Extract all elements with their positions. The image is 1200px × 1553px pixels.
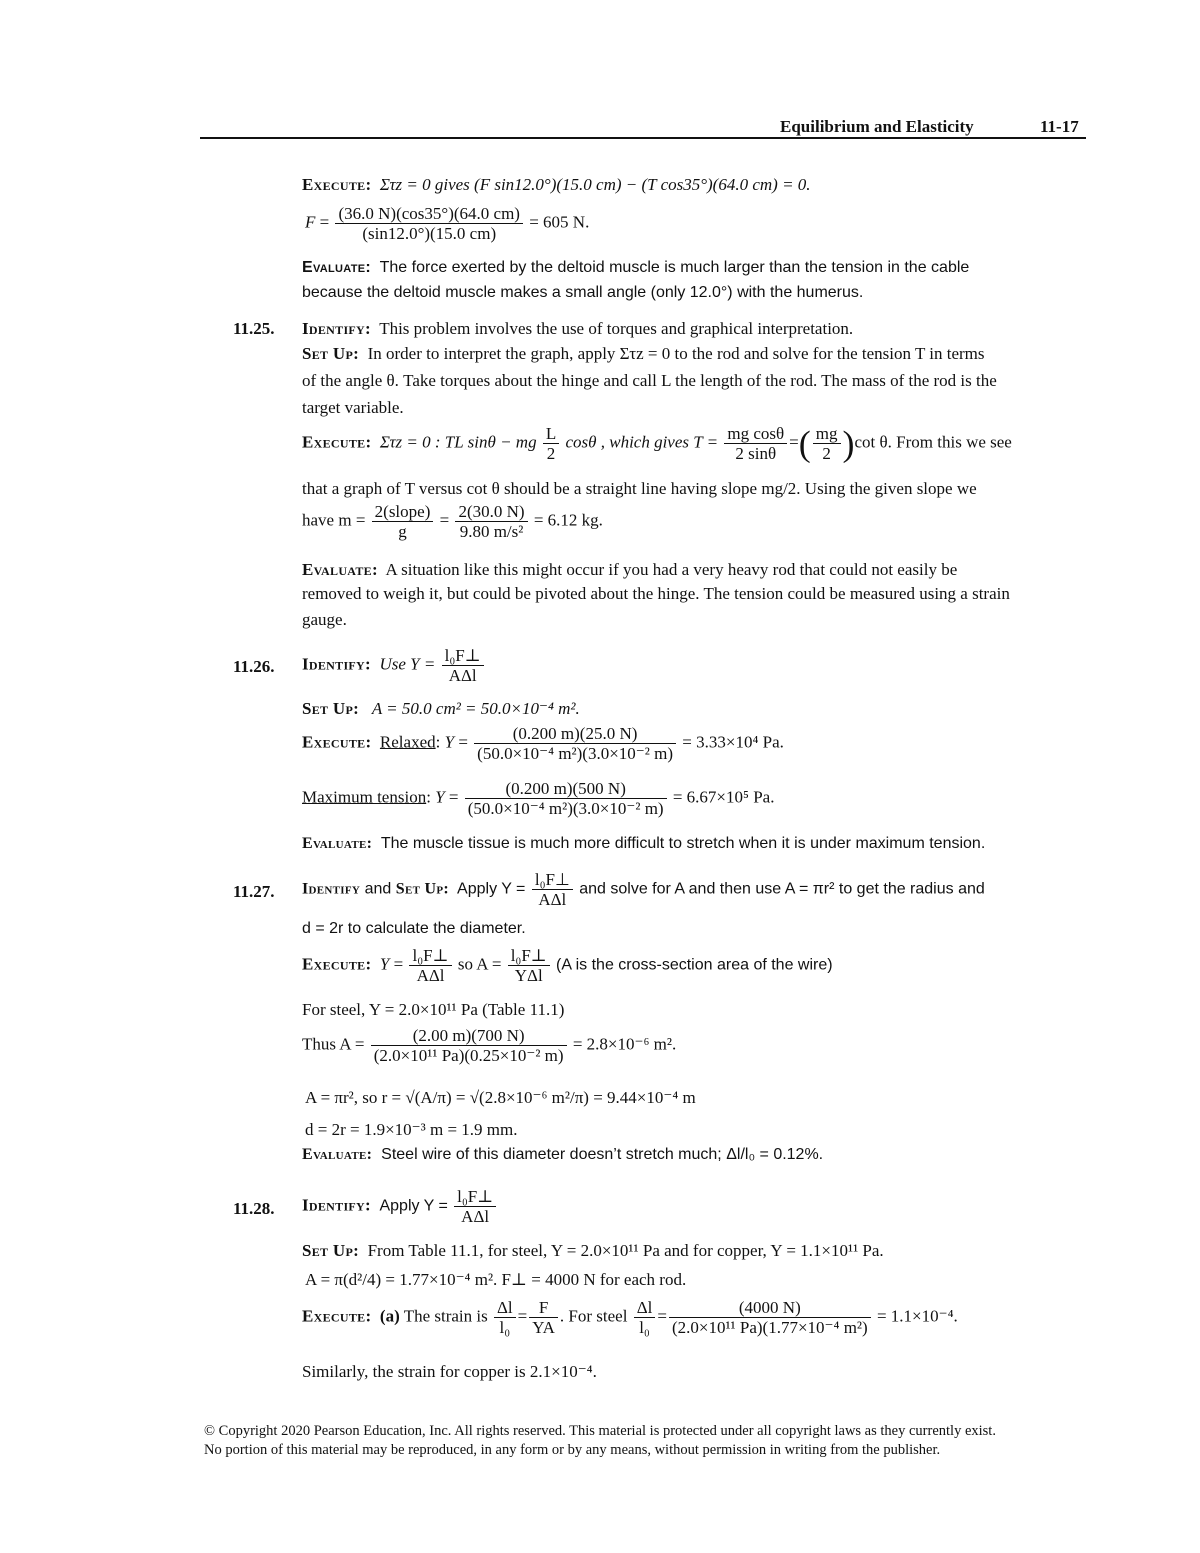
relaxed-result: = 3.33×10⁴ Pa. bbox=[682, 732, 784, 752]
l-over-2-fraction bbox=[543, 424, 559, 463]
problem-number: 11.26. bbox=[233, 657, 275, 676]
frac-denominator: 2 bbox=[546, 444, 556, 463]
area-result: = 2.8×10⁻⁶ m². bbox=[572, 1034, 677, 1054]
identify-label: Identify: bbox=[302, 654, 371, 674]
force-area-fraction bbox=[529, 1298, 558, 1337]
setup-1125-line1 bbox=[302, 344, 985, 364]
frac-denominator: g bbox=[398, 522, 407, 541]
frac-numerator: (0.200 m)(25.0 N) bbox=[474, 724, 676, 744]
problem-number: 11.25. bbox=[233, 319, 275, 338]
for-steel-text: For steel bbox=[568, 1306, 628, 1326]
max-tension-equation: Maximum tension: Y = $\frac{(0.200 m)(500 N)}{\text{(50.0×10⁻⁴ m²)(3.0×10⁻² m)}}$ = 6.67×10⁵ Pa. bbox=[302, 779, 775, 818]
frac-denominator: AΔl bbox=[448, 666, 477, 685]
frac-numerator: (2.00 m)(700 N) bbox=[371, 1026, 567, 1046]
identify-1126 bbox=[302, 646, 486, 685]
frac-numerator: (0.200 m)(500 N) bbox=[465, 779, 667, 799]
torque-equation: Στz = 0 gives (F sin12.0°)(15.0 cm) − (T cos35°)(64.0 cm) = 0. bbox=[379, 175, 811, 194]
evaluate-text-2: because the deltoid muscle makes a small angle (only 12.0°) with the humerus. bbox=[302, 284, 864, 301]
have-text: have m = bbox=[302, 510, 366, 530]
mg-over-2-fraction bbox=[813, 424, 841, 463]
diameter-text: d = 2r to calculate the diameter. bbox=[302, 920, 526, 937]
copper-strain-text: Similarly, the strain for copper is 2.1×10⁻⁴. bbox=[302, 1362, 597, 1381]
identify-text: Use Y = bbox=[379, 654, 436, 674]
frac-denominator: (50.0×10⁻⁴ m²)(3.0×10⁻² m) bbox=[467, 799, 664, 818]
frac-numerator: mg cosθ bbox=[724, 424, 787, 444]
setup-label: Set Up: bbox=[395, 880, 450, 898]
execute-label: Execute: bbox=[302, 175, 372, 194]
young-fraction bbox=[454, 1187, 496, 1226]
part-a-label: (a) bbox=[379, 1306, 400, 1326]
frac-numerator: l₀F⊥ bbox=[454, 1187, 496, 1207]
evaluate-1126 bbox=[302, 835, 985, 853]
frac-denominator: l₀ bbox=[499, 1318, 511, 1337]
page-number: 11-17 bbox=[1040, 117, 1079, 136]
setup-1128-line1 bbox=[302, 1241, 884, 1261]
frac-numerator: L bbox=[543, 424, 559, 444]
execute-label: Execute: bbox=[302, 1306, 372, 1326]
execute-1128: Execute: (a) The strain is $\frac{\Delta l}{\text{l₀}}$ = $\frac{F}{YA}$ . For steel $\frac{\Delta l}{\text{l₀}}$ = $\frac{(4000 N)}{\text{(2.0×10¹¹ Pa)(1.77×10⁻⁴ m²)}}$ = 1.1×10⁻⁴. bbox=[302, 1298, 958, 1337]
frac-numerator: Δl bbox=[494, 1298, 516, 1318]
evaluate-label: Evaluate: bbox=[302, 1146, 373, 1163]
so-text: so A = bbox=[457, 954, 502, 974]
frac-numerator: 2(30.0 N) bbox=[455, 502, 527, 522]
right-paren: ) bbox=[842, 423, 855, 464]
mgcos-fraction bbox=[724, 424, 787, 463]
frac-denominator: AΔl bbox=[538, 890, 567, 909]
force-result: = 605 N. bbox=[529, 212, 590, 232]
evaluate-text: The muscle tissue is much more difficult to stretch when it is under maximum tension. bbox=[380, 835, 986, 852]
frac-numerator: l₀F⊥ bbox=[442, 646, 484, 666]
young-fraction bbox=[442, 646, 484, 685]
execute-label: Execute: bbox=[302, 432, 372, 452]
setup-text-1: From Table 11.1, for steel, Y = 2.0×10¹¹ Pa and for copper, Y = 1.1×10¹¹ Pa. bbox=[367, 1241, 884, 1260]
and-text: and bbox=[364, 880, 392, 898]
identify-setup-1127 bbox=[302, 870, 985, 909]
steel-modulus-text: For steel, Y = 2.0×10¹¹ Pa (Table 11.1) bbox=[302, 1000, 565, 1019]
frac-denominator: AΔl bbox=[416, 966, 445, 985]
strain-fraction bbox=[494, 1298, 516, 1337]
frac-numerator: l₀F⊥ bbox=[508, 946, 550, 966]
copyright-line-1: © Copyright 2020 Pearson Education, Inc. All rights reserved. This material is protected under all copyright laws as they currently exist. bbox=[204, 1423, 996, 1439]
chapter-title: Equilibrium and Elasticity bbox=[780, 117, 974, 136]
identify-text: Apply Y = bbox=[379, 1197, 448, 1215]
identify-label: Identify: bbox=[302, 319, 371, 338]
evaluate-1127 bbox=[302, 1146, 823, 1164]
thus-text: Thus A = bbox=[302, 1034, 365, 1054]
evaluate-label: Evaluate: bbox=[302, 835, 373, 852]
evaluate-text-1: The force exerted by the deltoid muscle is much larger than the tension in the cable bbox=[379, 259, 970, 276]
setup-text-2: of the angle θ. Take torques about the hinge and call L the length of the rod. The mass of the rod is the bbox=[302, 371, 997, 390]
execute-label: Execute: bbox=[302, 732, 372, 752]
evaluate-text-2: removed to weigh it, but could be pivoted about the hinge. The tension could be measured using a strain bbox=[302, 584, 1010, 603]
left-paren: ( bbox=[798, 423, 811, 464]
frac-numerator: l₀F⊥ bbox=[532, 870, 573, 890]
setup-label: Set Up: bbox=[302, 344, 360, 363]
young-fraction bbox=[532, 870, 573, 909]
radius-equation: A = πr², so r = √(A/π) = √(2.8×10⁻⁶ m²/π) = 9.44×10⁻⁴ m bbox=[305, 1088, 696, 1107]
frac-denominator: YA bbox=[532, 1318, 555, 1337]
frac-numerator: 2(slope) bbox=[372, 502, 434, 522]
relaxed-fraction bbox=[474, 724, 676, 763]
strain-fraction-steel bbox=[634, 1298, 656, 1337]
frac-numerator: Δl bbox=[634, 1298, 656, 1318]
execute-text-1: Στz = 0 : TL sinθ − mg bbox=[379, 432, 537, 452]
force-fraction bbox=[335, 204, 522, 243]
frac-denominator: 2 bbox=[822, 444, 831, 463]
apply-rest-text: and solve for A and then use A = πr² to get the radius and bbox=[579, 880, 985, 898]
area-note: (A is the cross-section area of the wire) bbox=[556, 956, 833, 974]
mass-equation: have m = $\frac{\text{2(slope)}}{g}$ = $\frac{2(30.0 N)}{\text{9.80 m/s²}}$ = 6.12 kg. bbox=[302, 502, 603, 541]
evaluate-label: Evaluate: bbox=[302, 560, 378, 579]
identify-label: Identify: bbox=[302, 1195, 371, 1215]
frac-denominator: 9.80 m/s² bbox=[459, 522, 524, 541]
graph-text: that a graph of T versus cot θ should be a straight line having slope mg/2. Using the given slope we bbox=[302, 479, 977, 498]
setup-text-3: target variable. bbox=[302, 398, 404, 417]
setup-text: A = 50.0 cm² = 50.0×10⁻⁴ m². bbox=[371, 699, 580, 718]
setup-label: Set Up: bbox=[302, 699, 360, 718]
copyright-line-2: No portion of this material may be reproduced, in any form or by any means, without permission in writing from the publisher. bbox=[204, 1442, 941, 1458]
identify-label: Identify bbox=[302, 880, 361, 898]
frac-denominator: (2.0×10¹¹ Pa)(1.77×10⁻⁴ m²) bbox=[671, 1318, 868, 1337]
problem-number: 11.28. bbox=[233, 1199, 275, 1218]
header-rule bbox=[200, 137, 1086, 139]
setup-label: Set Up: bbox=[302, 1241, 360, 1260]
execute-relaxed: Execute: Relaxed: Y = $\frac{(0.200 m)(25.0 N)}{\text{(50.0×10⁻⁴ m²)(3.0×10⁻² m)}}$ = 3.33×10⁴ Pa. bbox=[302, 724, 784, 763]
diameter-equation: d = 2r = 1.9×10⁻³ m = 1.9 mm. bbox=[305, 1120, 518, 1139]
apply-text: Apply Y = bbox=[457, 880, 526, 898]
evaluate-text-1: A situation like this might occur if you had a very heavy rod that could not easily be bbox=[385, 560, 958, 579]
evaluate-label: Evaluate: bbox=[302, 259, 372, 276]
frac-numerator: mg bbox=[813, 424, 841, 444]
steel-strain-fraction bbox=[669, 1298, 871, 1337]
force-equation: F = $\frac{(36.0 N)(\cos 35^\circ)(64.0 cm)}{(\sin 12.0^\circ)(15.0 cm)}$ = 605 N. bbox=[305, 204, 590, 243]
frac-numerator: F bbox=[529, 1298, 558, 1318]
execute-line-1124 bbox=[302, 175, 811, 195]
value-fraction bbox=[455, 502, 527, 541]
execute-1127: Execute: Y = $\frac{\text{l₀F⊥}}{\text{AΔl}}$ so A = $\frac{\text{l₀F⊥}}{\text{YΔl}}$ (A is the cross-section area of the wire) bbox=[302, 946, 833, 985]
frac-denominator: AΔl bbox=[461, 1207, 490, 1226]
max-tension-result: = 6.67×10⁵ Pa. bbox=[672, 787, 775, 807]
evaluate-text: Steel wire of this diameter doesn’t stretch much; Δl/l₀ = 0.12%. bbox=[381, 1146, 824, 1163]
frac-denominator: (50.0×10⁻⁴ m²)(3.0×10⁻² m) bbox=[477, 744, 674, 763]
evaluate-1124 bbox=[302, 259, 969, 277]
frac-denominator: l₀ bbox=[639, 1318, 650, 1337]
frac-denominator: 2 sinθ bbox=[735, 444, 777, 463]
setup-text-1: In order to interpret the graph, apply Στz = 0 to the rod and solve for the tension T in terms bbox=[367, 344, 985, 363]
mass-result: = 6.12 kg. bbox=[533, 510, 603, 530]
identify-1125 bbox=[302, 319, 853, 339]
relaxed-label: Relaxed bbox=[379, 732, 436, 752]
max-tension-label: Maximum tension bbox=[302, 787, 427, 807]
area-value-fraction bbox=[371, 1026, 567, 1065]
execute-1125: Execute: Στz = 0 : TL sinθ − mg $\frac{L}{2}$ cosθ , which gives T = $\frac{\text{mg cosθ}}{2 \sin\theta}$ =( $\frac{mg}{2}$ )cot θ. From this we see bbox=[302, 423, 1012, 464]
identify-text: This problem involves the use of torques and graphical interpretation. bbox=[379, 319, 854, 338]
force-numerator: (36.0 N)(cos35°)(64.0 cm) bbox=[335, 204, 522, 224]
force-denominator: (sin12.0°)(15.0 cm) bbox=[362, 224, 497, 243]
strain-text: The strain is bbox=[403, 1306, 488, 1326]
frac-denominator: YΔl bbox=[514, 966, 543, 985]
setup-1126 bbox=[302, 699, 580, 719]
setup-text-2: A = π(d²/4) = 1.77×10⁻⁴ m². F⊥ = 4000 N for each rod. bbox=[305, 1270, 687, 1289]
frac-numerator: l₀F⊥ bbox=[409, 946, 451, 966]
execute-label: Execute: bbox=[302, 954, 372, 974]
evaluate-1125 bbox=[302, 560, 957, 580]
max-tension-fraction bbox=[465, 779, 667, 818]
identify-1128 bbox=[302, 1187, 498, 1226]
problem-number: 11.27. bbox=[233, 882, 275, 901]
young-fraction bbox=[409, 946, 451, 985]
evaluate-text-3: gauge. bbox=[302, 610, 347, 629]
slope-fraction bbox=[372, 502, 434, 541]
execute-text-2: cosθ , which gives T = bbox=[565, 432, 719, 452]
steel-strain-result: = 1.1×10⁻⁴. bbox=[876, 1306, 958, 1326]
frac-numerator: (4000 N) bbox=[669, 1298, 871, 1318]
execute-text-3: cot θ. From this we see bbox=[854, 432, 1012, 452]
area-fraction bbox=[508, 946, 550, 985]
frac-denominator: (2.0×10¹¹ Pa)(0.25×10⁻² m) bbox=[373, 1046, 564, 1065]
area-equation bbox=[302, 1026, 676, 1065]
